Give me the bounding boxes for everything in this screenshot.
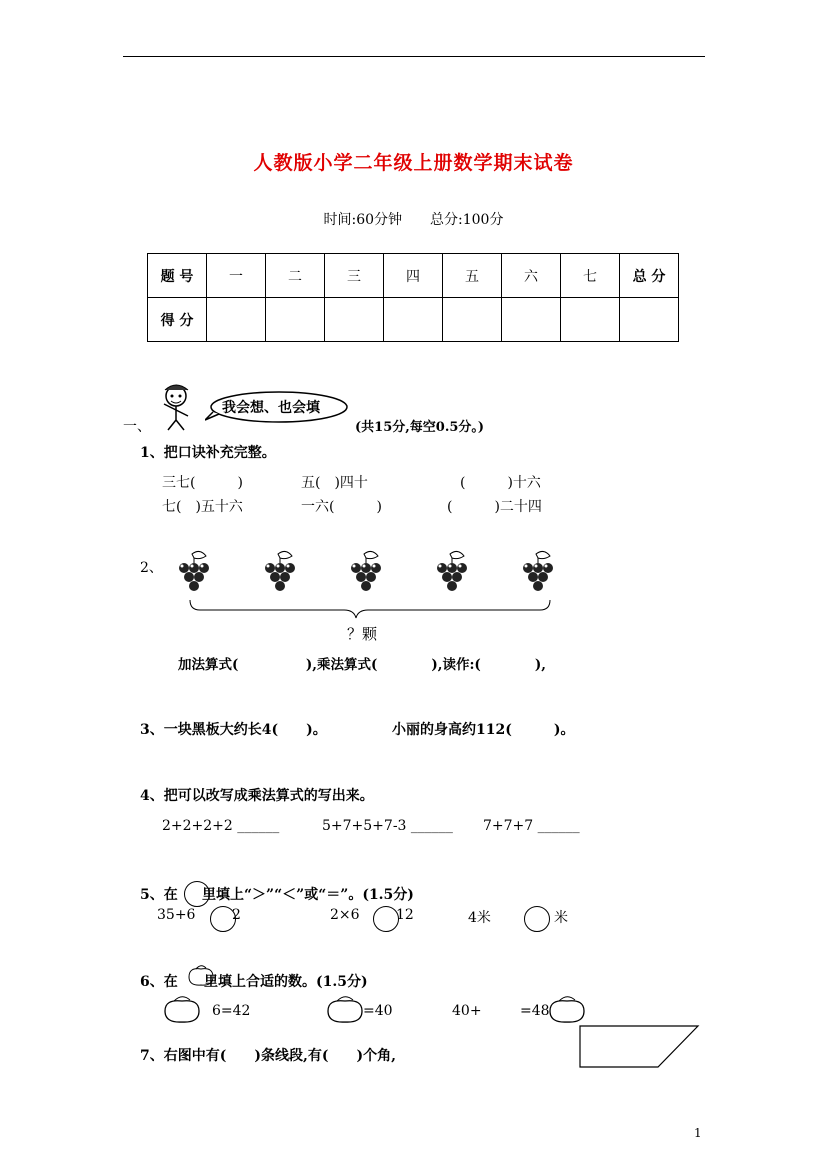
score-field[interactable] [502, 298, 561, 342]
question-4-title: 4、把可以改写成乘法算式的写出来。 [140, 788, 374, 804]
table-cell: 一 [207, 254, 266, 298]
table-cell: 五 [443, 254, 502, 298]
question-7-text: 7、右图中有( )条线段,有( )个角, [140, 1048, 396, 1064]
q5-right: 米 [554, 910, 568, 926]
q5-left: 4米 [468, 910, 491, 926]
table-cell: 总 分 [620, 254, 679, 298]
table-cell: 题 号 [148, 254, 207, 298]
q1-item: 一六( ) [301, 499, 382, 515]
section-number: 一、 [123, 419, 151, 435]
q4-item: 2+2+2+2 ______ [162, 818, 280, 834]
cartoon-boy-icon [152, 380, 204, 432]
q1-item: 五( )四十 [301, 475, 368, 491]
score-table-score-row [148, 298, 679, 342]
apple-blank-icon[interactable] [547, 993, 587, 1025]
score-field[interactable] [620, 298, 679, 342]
q4-item: 7+7+7 ______ [483, 818, 580, 834]
brace-label: ？颗 [347, 625, 378, 643]
q6-item: 6=42 [212, 1003, 251, 1019]
table-cell: 三 [325, 254, 384, 298]
score-field[interactable] [561, 298, 620, 342]
question-2-line: 加法算式( ),乘法算式( ),读作:( ), [178, 657, 546, 673]
score-table-header-row [148, 254, 679, 298]
trapezoid-figure [578, 1024, 702, 1070]
header-rule [123, 56, 705, 57]
q6-item: =40 [363, 1003, 393, 1019]
q1-item: ( )十六 [460, 475, 541, 491]
q6-item: =48 [520, 1003, 550, 1019]
score-field[interactable] [325, 298, 384, 342]
table-cell: 七 [561, 254, 620, 298]
page-title: 人教版小学二年级上册数学期末试卷 [253, 152, 574, 174]
score-field[interactable] [207, 298, 266, 342]
question-2-number: 2、 [140, 560, 163, 576]
compare-circle[interactable] [524, 906, 550, 932]
grape-icon [265, 551, 295, 591]
score-table [147, 253, 679, 342]
q5-left: 2×6 [330, 907, 360, 923]
grape-icon [179, 551, 209, 591]
apple-blank-icon[interactable] [162, 993, 202, 1025]
q4-item: 5+7+5+7-3 ______ [322, 818, 453, 834]
table-cell: 得 分 [148, 298, 207, 342]
section-note: (共15分,每空0.5分。) [355, 420, 485, 435]
apple-blank-icon[interactable] [325, 993, 365, 1025]
q5-right: 12 [396, 907, 414, 923]
table-cell: 六 [502, 254, 561, 298]
q1-item: 三七( ) [162, 475, 243, 491]
question-5-title-a: 5、在 [140, 887, 178, 903]
q5-right: 2 [232, 907, 241, 923]
grapes-illustration [170, 548, 590, 620]
q1-item: 七( )五十六 [162, 499, 243, 515]
q5-left: 35+6 [157, 907, 196, 923]
q1-item: ( )二十四 [447, 499, 542, 515]
question-3-left: 3、一块黑板大约长4( )。 [140, 722, 327, 738]
exam-meta: 时间:60分钟 总分:100分 [323, 212, 504, 228]
question-6-title-a: 6、在 [140, 974, 178, 990]
score-field[interactable] [266, 298, 325, 342]
question-1-title: 1、把口诀补充完整。 [140, 445, 276, 461]
question-6-title-b: 里填上合适的数。(1.5分) [204, 974, 368, 990]
score-field[interactable] [443, 298, 502, 342]
grape-icon [437, 551, 467, 591]
grape-icon [351, 551, 381, 591]
section-heading: 我会想、也会填 [222, 400, 320, 416]
grape-icon [523, 551, 553, 591]
table-cell: 二 [266, 254, 325, 298]
q6-item: 40+ [452, 1003, 482, 1019]
page-number: 1 [694, 1126, 702, 1140]
table-cell: 四 [384, 254, 443, 298]
question-5-title-b: 里填上“＞”“＜”或“＝”。(1.5分) [202, 887, 414, 903]
score-field[interactable] [384, 298, 443, 342]
question-3-right: 小丽的身高约112( )。 [392, 722, 575, 738]
